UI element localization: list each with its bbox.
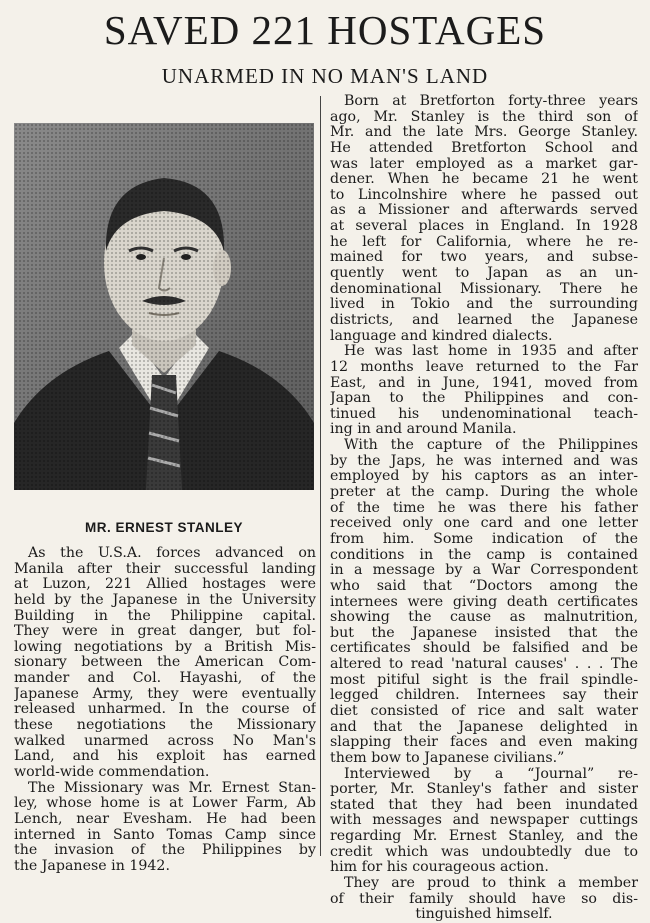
article-line: Land, and his exploit has earned [14, 749, 316, 765]
article-line: regarding Mr. Ernest Stanley, and the [330, 829, 638, 845]
article-line: from him. Some indication of the [330, 531, 638, 547]
article-line: and that the Japanese delighted in [330, 719, 638, 735]
article-line: porter, Mr. Stanley's father and sister [330, 782, 638, 798]
portrait-photo [14, 123, 314, 490]
article-line: slapping their faces and even making [330, 735, 638, 751]
article-line: tinguished himself. [415, 907, 553, 923]
article-line: mander and Col. Hayashi, of the [14, 671, 316, 687]
article-line: released unharmed. In the course of [14, 702, 316, 718]
article-line: Mr. and the late Mrs. George Stanley. [330, 125, 638, 141]
article-line: held by the Japanese in the University [14, 592, 316, 608]
article-line: Japan to the Philippines and con- [330, 391, 638, 407]
article-line: at several places in England. In 1928 [330, 219, 638, 235]
article-line: sionary between the American Com- [14, 655, 316, 671]
article-line: Interviewed by a “Journal” re- [344, 766, 638, 782]
headline: SAVED 221 HOSTAGES [103, 7, 547, 53]
article-line: him for his courageous action. [330, 860, 549, 876]
article-line: by the Japs, he was interned and was [330, 453, 638, 469]
article-line: preter at the camp. During the whole [330, 485, 638, 501]
article-line: as a Missioner and afterwards served [330, 203, 638, 219]
article-line: quently went to Japan as an un- [330, 266, 638, 282]
article-line: As the U.S.A. forces advanced on [28, 546, 316, 561]
article-line: denominational Missionary. There he [330, 281, 638, 297]
article-line: credit which was undoubtedly due to [330, 844, 638, 860]
article-line: of the time he was there his father [330, 500, 638, 516]
article-line: at Luzon, 221 Allied hostages were [14, 577, 316, 593]
article-line: language and kindred dialects. [330, 328, 553, 344]
article-line: altered to read 'natural causes' . . . The [330, 657, 638, 673]
article-line: stated that they had been inundated [330, 797, 638, 813]
article-line: walked unarmed across No Man's [14, 733, 316, 749]
article-right-column [330, 94, 638, 923]
article-line: Manila after their successful landing [14, 561, 316, 577]
article-line: tinued his undenominational teach- [330, 406, 638, 422]
article-line: With the capture of the Philippines [344, 438, 638, 454]
article-line: 12 months leave returned to the Far [330, 359, 638, 375]
article-line: world-wide commendation. [14, 764, 210, 780]
article-line: these negotiations the Missionary [14, 718, 316, 734]
article-line: them bow to Japanese civilians.” [330, 750, 565, 766]
article-line: interned in Santo Tomas Camp since [14, 827, 316, 843]
article-line: mained for two years, and subse- [330, 250, 638, 266]
article-line: Lench, near Evesham. He had been [14, 811, 316, 827]
article-line: Building in the Philippine capital. [14, 608, 316, 624]
article-line: dener. When he became 21 he went [330, 172, 638, 188]
photo-caption: MR. ERNEST STANLEY [84, 520, 243, 535]
article-line: most pitiful sight is the frail spindle- [330, 672, 638, 688]
article-line: in a message by a War Correspondent [330, 563, 638, 579]
article-line: showing the cause as malnutrition, [330, 610, 638, 626]
article-line: Born at Bretforton forty-three years [344, 94, 638, 109]
article-line: the Japanese in 1942. [14, 858, 170, 874]
article-line: the invasion of the Philippines by [14, 843, 316, 859]
article-line: employed by his captors as an inter- [330, 469, 638, 485]
article-line: They were in great danger, but fol- [14, 624, 316, 640]
article-line: The Missionary was Mr. Ernest Stan- [28, 780, 316, 796]
article-line: he left for California, where he re- [330, 234, 638, 250]
article-line: ago, Mr. Stanley is the third son of [330, 109, 638, 125]
article-line: received only one card and one letter [330, 516, 638, 532]
article-line: districts, and learned the Japanese [330, 312, 638, 328]
article-line: but the Japanese insisted that the [330, 625, 638, 641]
subheadline: UNARMED IN NO MAN'S LAND [161, 64, 489, 88]
article-line: ley, whose home is at Lower Farm, Ab [14, 796, 316, 812]
article-line: Japanese Army, they were eventually [14, 686, 316, 702]
article-line: ing in and around Manila. [330, 422, 517, 438]
article-line: to Lincolnshire where he passed out [330, 187, 638, 203]
article-line: East, and in June, 1941, moved from [330, 375, 638, 391]
article-left-column [14, 546, 316, 874]
article-line: legged children. Internees say their [330, 688, 638, 704]
article-line: internees were giving death certificates [330, 594, 638, 610]
article-line: lived in Tokio and the surrounding [330, 297, 638, 313]
article-line: who said that “Doctors among the [330, 578, 638, 594]
article-line: lowing negotiations by a British Mis- [14, 639, 316, 655]
article-line: with messages and newspaper cuttings [330, 813, 638, 829]
article-line: conditions in the camp is contained [330, 547, 638, 563]
article-line: diet consisted of rice and salt water [330, 703, 638, 719]
article-line: They are proud to think a member [344, 876, 638, 892]
column-divider [320, 96, 321, 856]
article-line: of their family should have so dis- [330, 891, 638, 907]
article-line: He was last home in 1935 and after [344, 344, 638, 360]
article-line: He attended Bretforton School and [330, 140, 638, 156]
article-line: certificates should be falsified and be [330, 641, 638, 657]
article-line: was later employed as a market gar- [330, 156, 638, 172]
